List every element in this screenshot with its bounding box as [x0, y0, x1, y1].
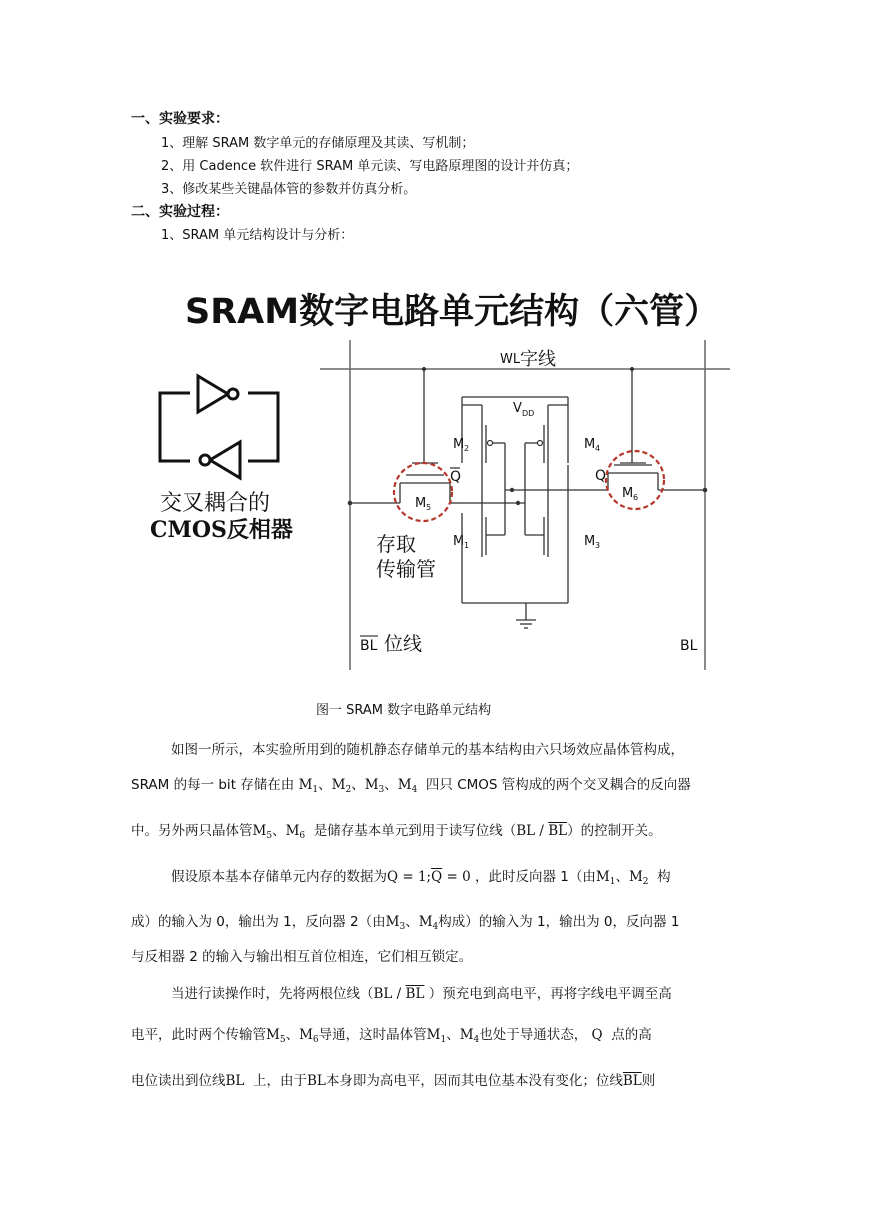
vdd-label: V — [513, 401, 522, 416]
wl-label: WL — [500, 352, 521, 367]
sram-cell-diagram — [150, 285, 730, 685]
requirement-item: 3、修改某些关键晶体管的参数并仿真分析。 — [161, 182, 417, 197]
m1-sub: 1 — [464, 541, 470, 550]
m2-label: M — [453, 437, 465, 452]
paragraph-line: 与反相器 2 的输入与输出相互首位相连，它们相互锁定。 — [131, 949, 473, 965]
m5-sub: 5 — [426, 503, 432, 512]
requirements-heading: 一、实验要求： — [131, 111, 229, 127]
m1-label: M — [453, 534, 465, 549]
paragraph-line: 成）的输入为 0，输出为 1，反向器 2（由$M_3$、$M_4$构成）的输入为 1，输出为 0，反向器 1 — [131, 914, 680, 932]
paragraph-line: SRAM 的每一 bit 存储在由 $M_1$、$M_2$、$M_3$、$M_4$ 四只 CMOS 管构成的两个交叉耦合的反向器 — [131, 777, 691, 795]
m1234-symbols: $M_1$、$M_2$、$M_3$、$M_4$ — [298, 777, 418, 795]
figure-caption: 图一 SRAM 数字电路单元结构 — [316, 703, 492, 718]
m4-label: M — [584, 437, 596, 452]
m5-highlight-circle — [394, 463, 452, 521]
q-label: Q — [595, 468, 607, 484]
access-caption-line1: 存取 — [376, 532, 416, 556]
paragraph-line: 电位读出到位线BL 上，由于BL本身即为高电平，因而其电位基本没有变化；位线$\overline{BL}$则 — [131, 1073, 656, 1089]
figure-title: SRAM数字电路单元结构（六管） — [185, 292, 720, 332]
m4-sub: 4 — [595, 444, 601, 453]
left-caption-line1: 交叉耦合的 — [160, 491, 271, 516]
paragraph-line: 电平，此时两个传输管$M_5$、$M_6$导通，这时晶体管$M_1$、$M_4$也处于导通状态， Q 点的高 — [131, 1027, 652, 1045]
left-caption-line2: CMOS反相器 — [150, 517, 293, 543]
requirement-item: 1、理解 SRAM 数字单元的存储原理及其读、写机制； — [161, 136, 475, 151]
m2-sub: 2 — [464, 444, 470, 453]
m6-label: M — [622, 486, 634, 501]
process-item: 1、SRAM 单元结构设计与分析： — [161, 228, 354, 243]
m3-sub: 3 — [595, 541, 601, 550]
m3-label: M — [584, 534, 596, 549]
m6-sub: 6 — [633, 493, 639, 502]
qbar-label: Q — [450, 469, 462, 485]
bl-label: BL — [680, 638, 698, 654]
paragraph-line: 如图一所示，本实验所用到的随机静态存储单元的基本结构由六只场效应晶体管构成， — [171, 742, 684, 758]
bl-bar-suffix: 位线 — [384, 633, 423, 655]
requirement-item: 2、用 Cadence 软件进行 SRAM 单元读、写电路原理图的设计并仿真； — [161, 159, 579, 174]
paragraph-line: 假设原本基本存储单元内存的数据为$Q = 1;\overline{Q} = 0$ ，此时反向器 1（由$M_1$、$M_2$ 构 — [171, 869, 671, 887]
bl-bar-label: BL — [360, 638, 378, 654]
access-caption-line2: 传输管 — [376, 557, 436, 581]
wl-label-suffix: 字线 — [520, 349, 556, 370]
paragraph-line: 中。另外两只晶体管$M_5$、$M_6$ 是储存基本单元到用于读写位线$(BL / \overline{BL})$的控制开关。 — [131, 823, 662, 841]
process-heading: 二、实验过程： — [131, 204, 229, 220]
vdd-sub: DD — [522, 409, 535, 418]
m5-label: M — [415, 496, 427, 511]
paragraph-line: 当进行读操作时，先将两根位线（$BL / \overline{BL}$ ）预充电到高电平，再将字线电平调至高 — [171, 986, 672, 1002]
